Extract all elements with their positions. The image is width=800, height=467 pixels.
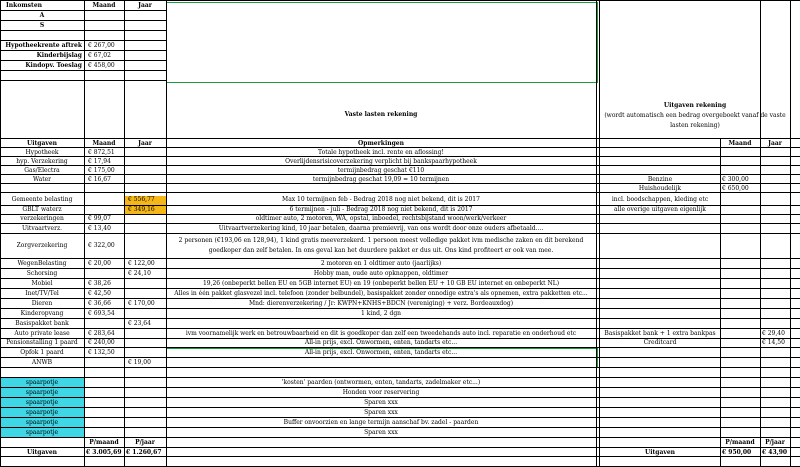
- grid-line: [0, 357, 800, 358]
- row-note-hyp-verzekering[interactable]: Overlijdensrisicoverzekering verplicht bij bankspaarhypotheek: [285, 158, 477, 165]
- inkomsten-row-kinderbijslag-maand[interactable]: € 67,02: [88, 52, 111, 59]
- inkomsten-header[interactable]: Inkomsten: [6, 2, 43, 9]
- row-note-spaarpotje[interactable]: Sparen xxx: [364, 429, 398, 436]
- right-jaar-basispakket[interactable]: € 29,40: [762, 330, 785, 337]
- row-note-wegenbelasting[interactable]: 2 motoren en 1 oldtimer auto (jaarlijks): [320, 260, 442, 267]
- total-p-jaar-header[interactable]: P/jaar: [135, 439, 155, 446]
- inkomsten-jaar-header[interactable]: Jaar: [138, 2, 152, 9]
- uitgaven-rekening-subtitle-2[interactable]: lasten rekening): [670, 122, 720, 129]
- inkomsten-row-a[interactable]: A: [39, 12, 45, 19]
- row-note-spaarpotje[interactable]: 'kosten' paarden (ontwormen, enten, tandarts, zadelmaker etc...): [281, 379, 481, 386]
- row-note-pensionstalling[interactable]: All-in prijs, excl. Onwormen, enten, tandarts etc...: [304, 339, 458, 346]
- right-jaar-creditcard[interactable]: € 14,50: [762, 339, 785, 346]
- row-label-gas-electra[interactable]: Gas/Electra: [24, 167, 60, 174]
- col-header-uitgaven[interactable]: Uitgaven: [26, 140, 58, 147]
- row-label-mobiel[interactable]: Mobiel: [31, 280, 53, 287]
- row-label-kinderopvang[interactable]: Kinderopvang: [20, 310, 64, 317]
- row-label-inet-tv-tel[interactable]: Inet/TV/Tel: [25, 290, 59, 297]
- row-jaar-schorsing[interactable]: € 24,10: [128, 270, 151, 277]
- right-label-benzine[interactable]: Benzine: [647, 176, 673, 183]
- total-p-maand-header[interactable]: P/maand: [89, 439, 119, 446]
- grid-line: [0, 30, 166, 31]
- row-note-opfok[interactable]: All-in prijs, excl. Onwormen, enten, tandarts etc...: [304, 349, 458, 356]
- row-note-spaarpotje[interactable]: Sparen xxx: [364, 409, 398, 416]
- row-label-auto-private-lease[interactable]: Auto private lease: [14, 330, 70, 337]
- row-note-water[interactable]: termijnbedrag geschat 19,09 = 10 termijnen: [312, 176, 450, 183]
- row-maand-kinderopvang[interactable]: € 693,54: [88, 310, 115, 317]
- row-label-pensionstalling[interactable]: Pensionstalling 1 paard: [6, 339, 78, 346]
- row-maand-verzekeringen[interactable]: € 99,07: [88, 215, 111, 222]
- row-note-auto-private-lease[interactable]: ivm voornamelijk werk en betrouwbaarheid en dit is goedkoper dan zelf een tweedehands auto incl. reparatie en onderhoud etc: [185, 330, 577, 337]
- row-maand-mobiel[interactable]: € 38,26: [88, 280, 111, 287]
- right-maand-benzine[interactable]: € 300,00: [722, 176, 749, 183]
- row-maand-auto-private-lease[interactable]: € 283,64: [88, 330, 115, 337]
- row-jaar-basispakket-bank[interactable]: € 23,64: [128, 320, 151, 327]
- right-note-overige[interactable]: alle overige uitgaven eigenlijk: [614, 206, 706, 213]
- right-label-basispakket[interactable]: Basispakket bank + 1 extra bankpas: [604, 330, 716, 337]
- row-jaar-anwb[interactable]: € 19,00: [128, 359, 151, 366]
- right-total-p-jaar-header[interactable]: P/jaar: [765, 439, 785, 446]
- row-maand-opfok[interactable]: € 132,50: [88, 349, 115, 356]
- row-maand-hyp-verzekering[interactable]: € 17,94: [88, 158, 111, 165]
- row-note-spaarpotje[interactable]: Buffer onvoorzien en lange termijn aanschaf bv. zadel - paarden: [283, 419, 479, 426]
- row-note-mobiel[interactable]: 19,26 (onbeperkt bellen EU en 5GB internet EU) en 19 (onbeperkt bellen EU + 10 GB EU internet en onbeperkt NL): [202, 280, 560, 287]
- row-label-anwb[interactable]: ANWB: [31, 359, 53, 366]
- row-note-dieren[interactable]: Mnd: dierenverzekering / Jr: KWPN+KNHS+BDCN (vereniging) + verz. Bordeauxdog): [248, 300, 514, 307]
- row-note-spaarpotje[interactable]: Sparen xxx: [364, 399, 398, 406]
- row-label-spaarpotje[interactable]: spaarpotje: [25, 389, 59, 396]
- row-label-hypotheek[interactable]: Hypotheek: [25, 149, 59, 156]
- col-header-right-jaar[interactable]: Jaar: [768, 140, 782, 147]
- row-jaar-gblt-waterz[interactable]: € 349,16: [128, 206, 155, 213]
- row-label-spaarpotje[interactable]: spaarpotje: [25, 409, 59, 416]
- col-header-maand[interactable]: Maand: [92, 140, 116, 147]
- uitgaven-rekening-subtitle-1[interactable]: (wordt automatisch een bedrag overgeboekt vanaf de vaste: [604, 112, 786, 119]
- row-maand-uitvaartverz[interactable]: € 13,40: [88, 225, 111, 232]
- row-note-zorgverzekering-2[interactable]: goedkoper dan zelf betalen. In ons geval kan het duurdere pakket er dus uit. Ons kind profiteert er ook van mee.: [208, 247, 554, 254]
- inkomsten-row-kindopv-maand[interactable]: € 458,00: [88, 62, 115, 69]
- row-maand-pensionstalling[interactable]: € 240,00: [88, 339, 115, 346]
- col-header-right-maand[interactable]: Maand: [728, 140, 752, 147]
- grid-line: [0, 233, 800, 234]
- row-label-uitvaartverz[interactable]: Uitvaartverz.: [21, 225, 63, 232]
- row-label-verzekeringen[interactable]: verzekeringen: [20, 215, 64, 222]
- inkomsten-maand-header[interactable]: Maand: [92, 2, 116, 9]
- right-total-jaar-value[interactable]: € 43,90: [762, 449, 788, 456]
- row-note-inet-tv-tel[interactable]: Alles in één pakket glasvezel incl. telefoon (zonder belbundel), basispakket zonder onnodige extra's als opnemen, extra pakketten etc...: [174, 290, 588, 297]
- right-total-uitgaven-label[interactable]: Uitgaven: [644, 449, 676, 456]
- row-maand-dieren[interactable]: € 36,66: [88, 300, 111, 307]
- row-note-hypotheek[interactable]: Totale hypotheek incl. rente en aflossing!: [318, 149, 444, 156]
- row-jaar-gemeente-belasting[interactable]: € 556,77: [128, 196, 155, 203]
- uitgaven-rekening-title[interactable]: Uitgaven rekening: [663, 102, 727, 109]
- row-note-gblt-waterz[interactable]: 6 termijnen - juli - Bedrag 2018 nog niet bekend, dit is 2017: [289, 206, 473, 213]
- row-note-spaarpotje[interactable]: Honden voor reservering: [342, 389, 420, 396]
- inkomsten-row-kindopv-label[interactable]: Kindopv. Toeslag: [25, 62, 82, 69]
- row-note-gemeente-belasting[interactable]: Max 10 termijnen feb - Bedrag 2018 nog niet bekend, dit is 2017: [282, 196, 480, 203]
- row-label-hyp-verzekering[interactable]: hyp. Verzekering: [16, 158, 68, 165]
- right-note-boodschappen[interactable]: incl. boodschappen, kleding etc: [611, 196, 709, 203]
- row-label-opfok[interactable]: Opfok 1 paard: [20, 349, 64, 356]
- selection-border-top: [166, 2, 598, 83]
- row-maand-zorgverzekering[interactable]: € 322,00: [88, 242, 115, 249]
- row-jaar-dieren[interactable]: € 170,00: [128, 300, 155, 307]
- row-label-basispakket-bank[interactable]: Basispakket bank: [15, 320, 69, 327]
- row-note-schorsing[interactable]: Hobby man, oude auto opknappen, oldtimer: [313, 270, 449, 277]
- vaste-lasten-title[interactable]: Vaste lasten rekening: [344, 111, 418, 118]
- right-label-huishoudelijk[interactable]: Huishoudelijk: [638, 185, 682, 192]
- grid-line: [0, 70, 166, 71]
- row-maand-wegenbelasting[interactable]: € 20,00: [88, 260, 111, 267]
- row-note-uitvaartverz[interactable]: Uitvaartverzekering kind, 10 jaar betalen, daarna premievrij, van ons wordt door onze ouders afbetaald....: [218, 225, 544, 232]
- inkomsten-row-s[interactable]: S: [39, 22, 45, 29]
- right-total-p-maand-header[interactable]: P/maand: [725, 439, 755, 446]
- row-label-spaarpotje[interactable]: spaarpotje: [25, 399, 59, 406]
- row-label-wegenbelasting[interactable]: WegenBelasting: [17, 260, 67, 267]
- inkomsten-row-hypotheekrente-maand[interactable]: € 267,00: [88, 42, 115, 49]
- col-header-opmerkingen[interactable]: Opmerkingen: [358, 140, 404, 147]
- row-note-gas-electra[interactable]: termijnbedrag geschat €110: [337, 167, 425, 174]
- row-maand-hypotheek[interactable]: € 872,51: [88, 149, 115, 156]
- total-jaar-value[interactable]: € 1.260,67: [126, 449, 162, 456]
- row-note-verzekeringen[interactable]: oldtimer auto, 2 motoren, WA, opstal, inboedel, rechtsbijstand woon/werk/verkeer: [255, 215, 507, 222]
- row-maand-inet-tv-tel[interactable]: € 42,50: [88, 290, 111, 297]
- grid-line: [0, 367, 800, 368]
- row-label-spaarpotje[interactable]: spaarpotje: [25, 379, 59, 386]
- right-label-creditcard[interactable]: Creditcard: [643, 339, 677, 346]
- grid-line: [0, 318, 800, 319]
- total-uitgaven-label[interactable]: Uitgaven: [26, 449, 58, 456]
- row-maand-gas-electra[interactable]: € 175,00: [88, 167, 115, 174]
- col-header-jaar[interactable]: Jaar: [138, 140, 152, 147]
- inkomsten-row-hypotheekrente-label[interactable]: Hypotheekrente aftrek: [5, 42, 82, 49]
- row-label-spaarpotje[interactable]: spaarpotje: [25, 429, 59, 436]
- row-label-gemeente-belasting[interactable]: Gemeente belasting: [11, 196, 73, 203]
- total-maand-value[interactable]: € 3.005,69: [86, 449, 122, 456]
- row-label-zorgverzekering[interactable]: Zorgverzekering: [16, 242, 68, 249]
- grid-line: [0, 80, 166, 81]
- row-label-dieren[interactable]: Dieren: [31, 300, 53, 307]
- right-total-maand-value[interactable]: € 950,00: [722, 449, 752, 456]
- row-label-gblt-waterz[interactable]: GBLT waterz: [22, 206, 62, 213]
- row-note-zorgverzekering-1[interactable]: 2 personen (€193,06 en 128,94), 1 kind gratis meeverzekerd. 1 persoon meest volledige pakket ivm medische zaken en dit berekend: [178, 237, 584, 244]
- row-maand-water[interactable]: € 16,67: [88, 176, 111, 183]
- inkomsten-row-kinderbijslag-label[interactable]: Kinderbijslag: [36, 52, 82, 59]
- row-label-spaarpotje[interactable]: spaarpotje: [25, 419, 59, 426]
- row-label-water[interactable]: Water: [32, 176, 52, 183]
- row-note-kinderopvang[interactable]: 1 kind, 2 dgn: [360, 310, 402, 317]
- right-maand-huishoudelijk[interactable]: € 650,00: [722, 185, 749, 192]
- row-jaar-wegenbelasting[interactable]: € 122,00: [128, 260, 155, 267]
- row-label-schorsing[interactable]: Schorsing: [26, 270, 58, 277]
